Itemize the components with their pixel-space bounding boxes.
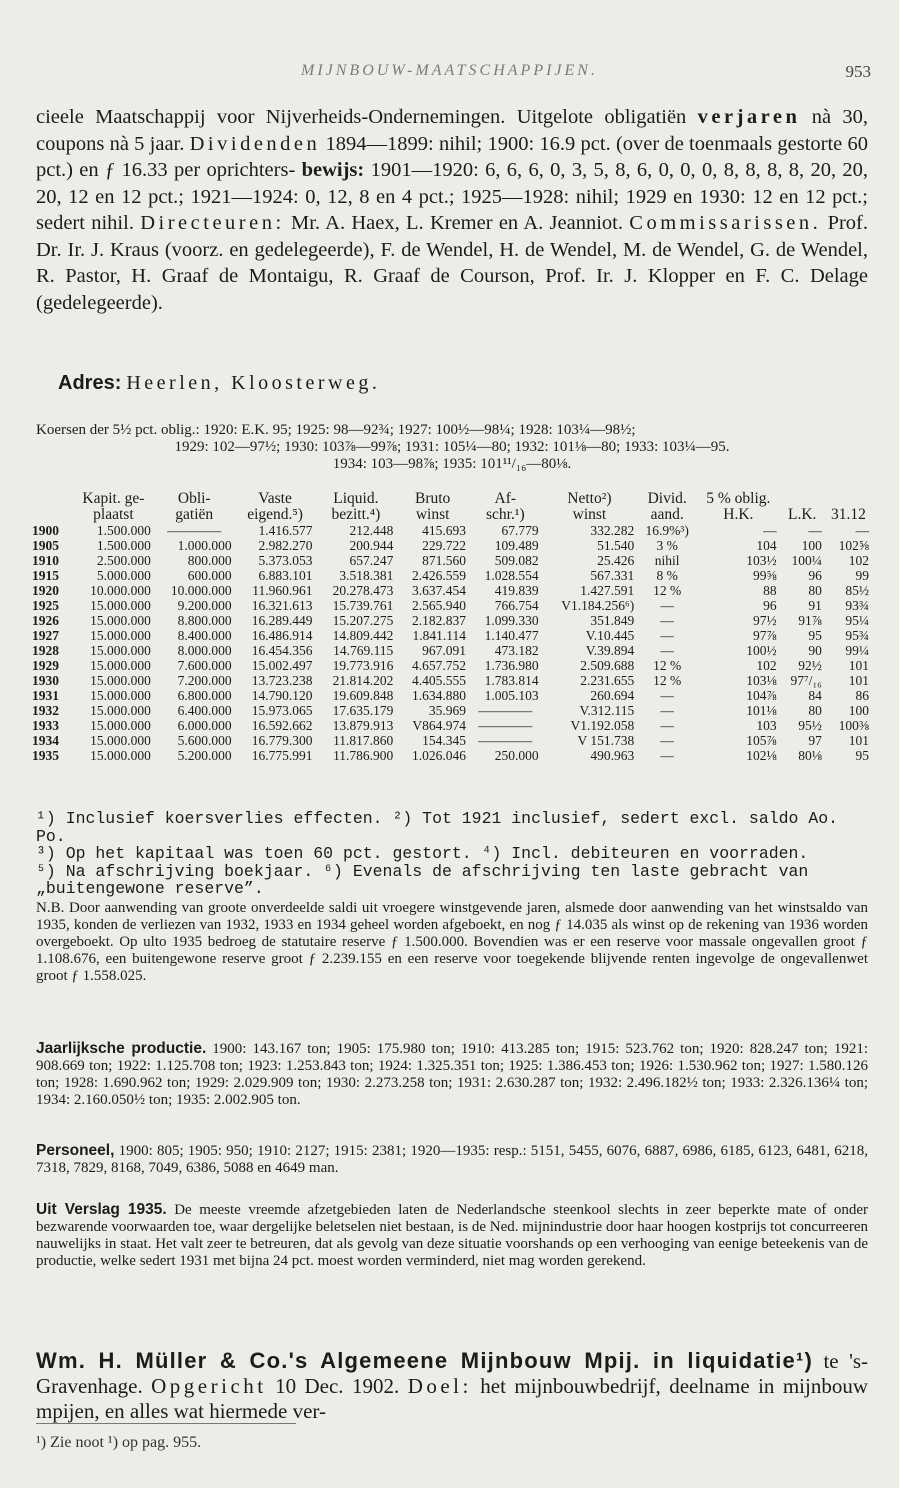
table-cell: 6.400.000 [177,703,232,718]
column-header: Af- schr.¹) [485,490,525,523]
table-row [32,643,872,658]
table-cell: 5.200.000 [177,748,232,763]
table-cell: 15.739.761 [332,598,394,613]
year-cell: 1928 [32,643,59,658]
table-cell: 229.722 [422,538,466,553]
year-cell: 1925 [32,598,59,613]
table-cell: 15.002.497 [251,658,313,673]
table-cell: 1.000.000 [177,538,232,553]
table-cell: 86 [855,688,869,703]
table-cell: 3.518.381 [339,568,394,583]
table-row [32,568,872,583]
table-cell: 16.9%³) [645,523,689,538]
bond-prices-line-2: 1929: 102—97½; 1930: 103⅞—99⅞; 1931: 105¼—80; 1932: 101⅛—80; 1933: 103¼—95. [174,439,730,455]
table-cell: 2.182.837 [411,613,466,628]
table-cell: 5.000.000 [96,568,151,583]
table-cell: 102 [848,553,869,568]
table-cell: 15.000.000 [90,718,151,733]
table-cell: 6.800.000 [177,688,232,703]
production-paragraph [36,1040,868,1109]
table-row [32,718,872,733]
column-header: Vaste eigend.⁵) [247,490,303,523]
table-cell: 15.000.000 [90,688,151,703]
page-footnote: ¹) Zie noot ¹) op pag. 955. [36,1434,202,1451]
intro-text-2: nà 30, coupons nà 5 jaar. [36,106,869,155]
table-cell: 3.637.454 [411,583,466,598]
table-cell: — [660,703,674,718]
table-cell: 91 [808,598,822,613]
table-cell: 200.944 [349,538,394,553]
bond-prices-line-3: 1934: 103—98⅞; 1935: 101¹¹/₁₆—80⅛. [332,456,572,472]
purpose-label: Doel: [407,1374,472,1398]
table-cell: 91⅞ [798,613,822,628]
directeuren-label: Directeuren: [140,212,285,234]
table-cell: 80 [808,703,822,718]
bond-prices [36,422,868,473]
table-cell: 102⅝ [838,538,869,553]
table-row [32,688,872,703]
table-cell: 1.416.577 [258,523,313,538]
year-cell: 1932 [32,703,59,718]
column-header: Bruto winst [414,490,451,523]
address-label: Adres: [58,372,122,394]
table-cell: 419.839 [494,583,539,598]
table-cell: 14.769.115 [333,643,394,658]
table-cell: 101 [848,733,869,748]
table-cell: 16.592.662 [251,718,313,733]
table-cell: 97 [808,733,822,748]
table-cell: 16.454.356 [251,643,313,658]
intro-text-1: cieele Maatschappij voor Nijverheids-Ondernemingen. Uitgelote obligatiën [36,106,687,128]
year-cell: 1933 [32,718,59,733]
table-row [32,703,872,718]
personnel-label: Personeel, [36,1142,115,1159]
table-cell: — [808,523,822,538]
table-cell: 100¼ [791,553,822,568]
table-cell: 88 [763,583,777,598]
footnote-line: „buitengewone reserve”. [36,879,264,898]
company-entry [36,1348,868,1424]
table-cell: 6.883.101 [258,568,313,583]
table-cell: 17.635.179 [332,703,394,718]
annual-report-text: De meeste vreemde afzetgebieden laten de Nederlandsche steenkool slechts in zeer beperkte mate of onder bezwarende voorwaarden toe, waar dergelijke beletselen niet bestaan, is de Ned. mijnindustrie door haar hoogen kostprijs tot concurreeren nauwelijks in staat. Het valt zeer te betreuren, dat als gevolg van deze situatie voorshands op een verhooging van eenige beteekenis van de productie, welke sedert 1931 met bijna 24 pct. moest worden verminderd, niet mag worden gerekend. [36,1202,868,1269]
footnote-divider [36,1423,296,1424]
year-cell: 1929 [32,658,59,673]
table-cell: — [660,718,674,733]
table-cell: 250.000 [494,748,539,763]
table-cell: 100½ [746,643,777,658]
table-cell: 1.427.591 [580,583,635,598]
table-cell: 16.775.991 [251,748,313,763]
table-row [32,523,872,538]
commissarissen-label: Commissarissen. [629,212,822,234]
table-cell: 51.540 [597,538,635,553]
company-text-2: 10 Dec. 1902. [275,1374,400,1398]
table-cell: — [660,748,674,763]
year-cell: 1905 [32,538,59,553]
table-cell: 7.600.000 [177,658,232,673]
table-cell: 35.969 [428,703,466,718]
table-cell: — [660,613,674,628]
table-cell: 12 % [653,673,682,688]
table-cell: 104⅞ [746,688,777,703]
page-number: 953 [845,62,871,81]
table-cell: 15.000.000 [90,613,151,628]
table-row [32,598,872,613]
column-header [32,491,73,523]
column-header: 31.12 [830,506,866,523]
company-text-1: te 's-Gravenhage. [36,1349,869,1398]
table-cell: V.312.115 [579,703,635,718]
table-cell: 9.200.000 [177,598,232,613]
table-cell: 490.963 [590,748,635,763]
table-cell: 95 [855,748,869,763]
table-cell: 96 [808,568,822,583]
intro-text-6: Prof. Dr. Ir. J. Kraus (voorz. en gedelegeerde), F. de Wendel, H. de Wendel, M. de Wendel, G. de Wendel, R. Pastor, H. Graaf de Montaigu, R. Graaf de Courson, Prof. Ir. J. Klopper en F. C. Delage (gedelegeerde). [36,212,869,314]
table-cell: 21.814.202 [332,673,394,688]
table-cell: 20.278.473 [332,583,394,598]
table-cell: 657.247 [349,553,394,568]
table-cell: 351.849 [590,613,635,628]
table-cell: 97½ [752,613,777,628]
annual-report-paragraph [36,1201,868,1270]
table-cell: 1.026.046 [411,748,466,763]
table-cell: 14.809.442 [332,628,394,643]
table-cell: 3 % [656,538,678,553]
table-cell: 15.000.000 [90,628,151,643]
table-cell: 15.000.000 [90,673,151,688]
table-cell: 99 [855,568,869,583]
table-cell: 8.400.000 [177,628,232,643]
table-cell: 1.736.980 [484,658,539,673]
column-header: Kapit. ge- plaatst [82,490,145,523]
table-cell: 11.960.961 [252,583,313,598]
table-cell: V1.192.058 [570,718,635,733]
table-cell: 10.000.000 [90,583,151,598]
footnote-line: ¹) Inclusief koersverlies effecten. ²) Tot 1921 inclusief, sedert excl. saldo Ao. Po. [36,809,839,846]
table-header-row [32,491,872,523]
table-row [32,553,872,568]
table-cell: 19.609.848 [332,688,394,703]
table-cell: 2.509.688 [580,658,635,673]
table-cell: 4.405.555 [411,673,466,688]
table-cell: 95¾ [845,628,869,643]
table-cell: — [660,598,674,613]
column-header: Divid. aand. [647,490,687,523]
table-cell: ———— [478,733,533,748]
running-title: MIJNBOUW-MAATSCHAPPIJEN. [301,62,598,79]
table-row [32,658,872,673]
company-name: Wm. H. Müller & Co.'s Algemeene Mijnbouw Mpij. in liquidatie¹) [36,1348,814,1373]
table-cell: 15.000.000 [90,748,151,763]
table-cell: 1.140.477 [484,628,539,643]
table-cell: 2.500.000 [96,553,151,568]
year-cell: 1927 [32,628,59,643]
personnel-paragraph [36,1142,868,1177]
table-cell: 11.786.900 [333,748,394,763]
table-cell: V 151.738 [577,733,635,748]
year-cell: 1931 [32,688,59,703]
table-cell: 100⅜ [838,718,869,733]
column-header: 5 % oblig. H.K. [706,490,771,523]
table-cell: 154.345 [422,733,466,748]
table-cell: 1.099.330 [484,613,539,628]
table-cell: 15.207.275 [332,613,394,628]
year-cell: 1935 [32,748,59,763]
intro-text-5: Mr. A. Haex, L. Kremer en A. Jeanniot. [290,212,623,234]
table-cell: 260.694 [590,688,635,703]
table-cell: 90 [808,643,822,658]
intro-text-4: 1901—1920: 6, 6, 6, 0, 3, 5, 8, 6, 0, 0, 0, 8, 8, 8, 8, 20, 20, 20, 12 en 12 pct.; 1921—1924: 0, 12, 8 en 4 pct.; 1925—1928: nihil; 1929 en 1930: 12 en 12 pct.; sedert nihil. [36,159,869,234]
table-cell: 80⅛ [798,748,822,763]
table-cell: 5.373.053 [258,553,313,568]
table-cell: 567.331 [590,568,635,583]
table-cell: 13.879.913 [332,718,394,733]
production-label: Jaarlijksche productie. [36,1040,207,1057]
table-cell: V.39.894 [585,643,635,658]
table-cell: 16.289.449 [251,613,313,628]
footnote-line: ³) Op het kapitaal was toen 60 pct. gestort. ⁴) Incl. debiteuren en voorraden. [36,844,809,863]
column-header: L.K. [788,506,817,523]
table-cell: 1.005.103 [484,688,539,703]
table-row [32,673,872,688]
table-cell: 1.783.814 [484,673,539,688]
table-cell: 85½ [845,583,869,598]
table-cell: 1.500.000 [96,523,151,538]
table-cell: 97⁷/₁₆ [790,673,822,688]
table-cell: 92½ [798,658,822,673]
table-cell: 104 [756,538,777,553]
intro-paragraph [36,104,868,316]
table-cell: 1.500.000 [96,538,151,553]
table-cell: 600.000 [187,568,232,583]
table-cell: 2.565.940 [411,598,466,613]
table-cell: 5.600.000 [177,733,232,748]
table-cell: 11.817.860 [333,733,394,748]
table-cell: 212.448 [349,523,394,538]
table-cell: 95 [808,628,822,643]
table-cell: 100 [801,538,822,553]
financial-table [32,491,872,763]
table-cell: 105⅞ [746,733,777,748]
table-cell: — [855,523,869,538]
table-cell: 80 [808,583,822,598]
table-cell: 99⅝ [752,568,777,583]
table-cell: 8 % [656,568,678,583]
table-cell: 4.657.752 [411,658,466,673]
table-cell: 15.000.000 [90,703,151,718]
table-cell: V1.184.256⁶) [561,598,635,613]
table-cell: ———— [167,523,222,538]
table-cell: 2.982.270 [258,538,313,553]
table-body [32,523,872,763]
column-header: Obli- gatiën [175,490,214,523]
bond-prices-line-1: Koersen der 5½ pct. oblig.: 1920: E.K. 95; 1925: 98—92¾; 1927: 100½—98¼; 1928: 103¼—98½; [36,422,636,438]
year-cell: 1934 [32,733,59,748]
table-footnotes [36,810,868,898]
personnel-text: 1900: 805; 1905: 950; 1910: 2127; 1915: 2381; 1920—1935: resp.: 5151, 5455, 6076, 6887, 6986, 6185, 6123, 6481, 6218, 7318, 7829, 8168, 7049, 6386, 5088 en 4649 man. [36,1143,869,1176]
table-cell: 766.754 [494,598,539,613]
table-cell: 103⅛ [746,673,777,688]
table-cell: — [763,523,777,538]
table-cell: 19.773.916 [332,658,394,673]
table-cell: — [660,628,674,643]
table-cell: 96 [763,598,777,613]
table-cell: 8.000.000 [177,643,232,658]
verjaren-label: verjaren [697,106,801,128]
table-cell: 15.000.000 [90,643,151,658]
table-row [32,613,872,628]
table-cell: 8.800.000 [177,613,232,628]
founded-label: Opgericht [151,1374,267,1398]
table-cell: 2.231.655 [580,673,635,688]
table-cell: — [660,733,674,748]
table-cell: 15.000.000 [90,658,151,673]
table-cell: 16.486.914 [251,628,313,643]
year-cell: 1930 [32,673,59,688]
table-cell: 101 [848,658,869,673]
table-cell: 25.426 [597,553,635,568]
table-row [32,538,872,553]
table-cell: 332.282 [590,523,635,538]
table-row [32,748,872,763]
table-row [32,583,872,598]
table-cell: 101⅛ [746,703,777,718]
table-cell: 95¼ [845,613,869,628]
table-cell: 99¼ [845,643,869,658]
year-cell: 1915 [32,568,59,583]
table-cell: — [660,643,674,658]
annual-report-label: Uit Verslag 1935. [36,1201,167,1218]
nota-bene-paragraph: N.B. Door aanwending van groote onverdeelde saldi uit vroegere winstgevende jaren, alsmede door aanwending van het winstsaldo van 1935, konden de verliezen van 1932, 1933 en 1934 geheel worden afgeboekt, en nog ƒ 14.035 als winst op de rekening van 1936 worden overgeboekt. Op ulto 1935 bedroeg de statutaire reserve ƒ 1.500.000. Bovendien was er een reserve voor massale ongevallen groot ƒ 1.108.676, een buitengewone reserve groot ƒ 2.239.155 en een reserve voor toegekende blijvende renten ingevolge de ongevallenwet groot ƒ 1.558.025. [36,900,868,984]
table-cell: ———— [478,703,533,718]
table-cell: 15.973.065 [251,703,313,718]
column-header: Netto²) winst [567,490,612,523]
table-cell: 95½ [798,718,822,733]
table-cell: 84 [808,688,822,703]
table-cell: 97⅞ [752,628,777,643]
year-cell: 1926 [32,613,59,628]
table-cell: 509.082 [494,553,539,568]
table-cell: 13.723.238 [251,673,313,688]
table-cell: 16.779.300 [251,733,313,748]
intro-text-3: 1894—1899: nihil; 1900: 16.9 pct. (over de toenmaals gestorte 60 pct.) en ƒ 16.33 per oprichters- [36,132,869,181]
table-row [32,733,872,748]
year-cell: 1910 [32,553,59,568]
table-cell: 2.426.559 [411,568,466,583]
table-cell: 14.790.120 [251,688,313,703]
table-cell: 7.200.000 [177,673,232,688]
table-cell: 1.634.880 [411,688,466,703]
table-cell: 100 [848,703,869,718]
table-cell: V864.974 [412,718,466,733]
table-cell: nihil [654,553,680,568]
table-cell: 103 [756,718,777,733]
table-cell: V.10.445 [585,628,635,643]
dividenden-label: Dividenden [189,132,321,155]
table-cell: 15.000.000 [90,598,151,613]
production-text: 1900: 143.167 ton; 1905: 175.980 ton; 1910: 413.285 ton; 1915: 523.762 ton; 1920: 828.247 ton; 1921: 908.669 ton; 1922: 1.125.708 ton; 1923: 1.253.843 ton; 1924: 1.325.351 ton; 1925: 1.386.453 ton; 1926: 1.530.962 ton; 1927: 1.580.126 ton; 1928: 1.690.962 ton; 1929: 2.029.909 ton; 1930: 2.273.258 ton; 1931: 2.630.287 ton; 1932: 2.496.182½ ton; 1933: 2.326.136¼ ton; 1934: 2.160.050½ ton; 1935: 2.002.905 ton. [36,1041,869,1108]
year-cell: 1900 [32,523,59,538]
table-cell: 102 [756,658,777,673]
company-text-3: het mijnbouwbedrijf, deelname in mijnbouw mpijen, en alles wat hiermede ver- [36,1374,869,1423]
table-cell: 15.000.000 [90,733,151,748]
table-cell: 473.182 [494,643,539,658]
table-cell: ———— [478,718,533,733]
table-cell: 10.000.000 [170,583,232,598]
table-cell: 93¾ [845,598,869,613]
table-cell: 1.028.554 [484,568,539,583]
table-cell: 102⅛ [746,748,777,763]
table-cell: 871.560 [422,553,466,568]
table-cell: 16.321.613 [251,598,313,613]
table-cell: 67.779 [501,523,539,538]
table-cell: 1.841.114 [412,628,466,643]
bewijs-label: bewijs: [301,159,365,181]
table-cell: 415.693 [422,523,466,538]
address-value: Heerlen, Kloosterweg. [126,372,381,394]
table-cell: 109.489 [494,538,539,553]
table-cell: 12 % [653,658,682,673]
table-cell: 103½ [746,553,777,568]
table-row [32,628,872,643]
table-cell: — [660,688,674,703]
column-header: Liquid. bezitt.⁴) [331,490,381,523]
address-line [58,372,380,395]
table-cell: 6.000.000 [177,718,232,733]
table-cell: 12 % [653,583,682,598]
year-cell: 1920 [32,583,59,598]
table-cell: 967.091 [422,643,466,658]
table-cell: 101 [848,673,869,688]
footnote-line: ⁵) Na afschrijving boekjaar. ⁶) Evenals de afschrijving ten laste gebracht van [36,861,809,881]
table-cell: 800.000 [187,553,232,568]
